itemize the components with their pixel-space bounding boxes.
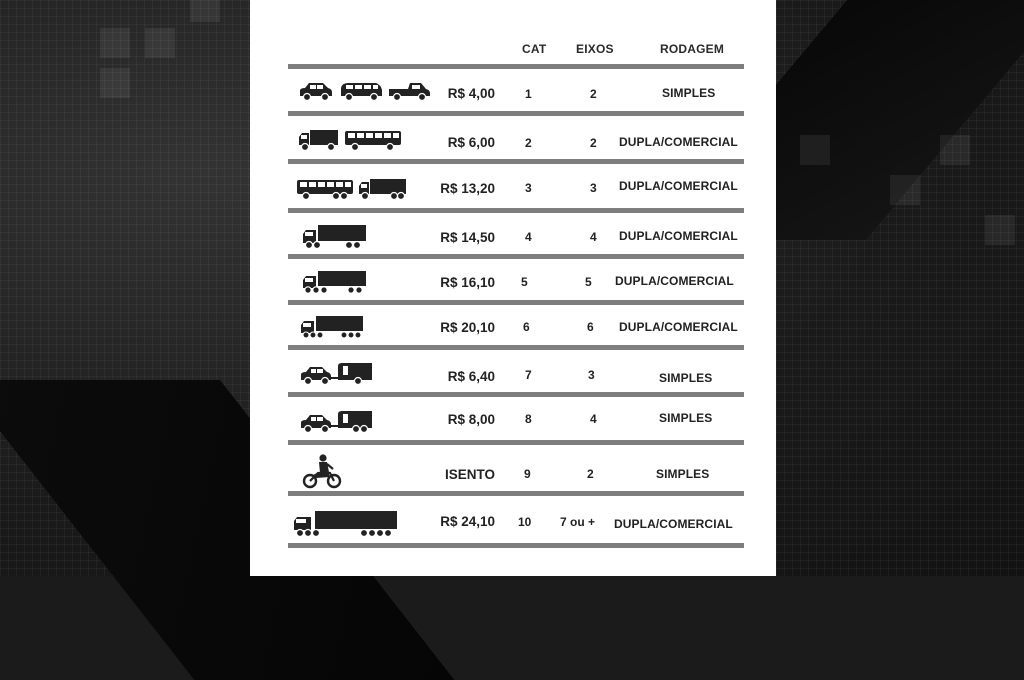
row-eixos: 2 bbox=[590, 87, 597, 101]
row-divider bbox=[288, 208, 744, 213]
vehicle-icons bbox=[300, 362, 376, 386]
row-eixos: 7 ou + bbox=[560, 515, 596, 529]
row-cat: 1 bbox=[525, 87, 532, 101]
row-price: R$ 8,00 bbox=[447, 412, 495, 427]
row-cat: 8 bbox=[525, 412, 532, 426]
row-cat: 2 bbox=[525, 136, 532, 150]
row-eixos: 4 bbox=[590, 230, 597, 244]
truck-4-axle-icon bbox=[303, 225, 366, 249]
vehicle-icons bbox=[300, 315, 366, 339]
row-eixos: 6 bbox=[587, 320, 594, 334]
row-rodagem: SIMPLES bbox=[656, 467, 710, 481]
row-price: R$ 16,10 bbox=[440, 275, 495, 290]
car-with-trailer-2-axle-icon bbox=[301, 411, 372, 433]
truck-icon bbox=[299, 130, 338, 151]
truck-icon bbox=[359, 179, 406, 200]
table-row bbox=[250, 260, 776, 304]
row-divider bbox=[288, 491, 744, 496]
row-rodagem: SIMPLES bbox=[659, 371, 713, 385]
row-cat: 6 bbox=[523, 320, 530, 334]
background-square bbox=[190, 0, 220, 22]
background-square bbox=[800, 135, 830, 165]
row-rodagem: DUPLA/COMERCIAL bbox=[619, 179, 738, 193]
van-icon bbox=[341, 83, 382, 101]
row-eixos: 3 bbox=[590, 181, 597, 195]
background-square bbox=[890, 175, 920, 205]
row-eixos: 5 bbox=[585, 275, 592, 289]
row-price: R$ 20,10 bbox=[440, 320, 495, 335]
row-rodagem: DUPLA/COMERCIAL bbox=[615, 274, 734, 288]
row-price: R$ 24,10 bbox=[440, 514, 495, 529]
header-cat: CAT bbox=[522, 42, 547, 56]
row-divider bbox=[288, 543, 744, 548]
row-cat: 4 bbox=[525, 230, 532, 244]
background-square bbox=[100, 68, 130, 98]
background-square bbox=[940, 135, 970, 165]
row-cat: 10 bbox=[518, 515, 532, 529]
header-eixos: EIXOS bbox=[576, 42, 614, 56]
background-square bbox=[100, 28, 130, 58]
row-cat: 3 bbox=[525, 181, 532, 195]
row-cat: 9 bbox=[524, 467, 531, 481]
header-rodagem: RODAGEM bbox=[660, 42, 725, 56]
row-divider bbox=[288, 345, 744, 350]
vehicle-icons bbox=[298, 80, 433, 104]
table-row bbox=[250, 352, 776, 396]
row-cat: 5 bbox=[521, 275, 528, 289]
row-price: R$ 4,00 bbox=[447, 86, 495, 101]
row-eixos: 4 bbox=[590, 412, 597, 426]
toll-table-sheet bbox=[250, 0, 776, 576]
bus-icon bbox=[345, 131, 401, 151]
vehicle-icons bbox=[302, 452, 342, 490]
row-divider bbox=[288, 440, 744, 445]
row-eixos: 2 bbox=[590, 136, 597, 150]
row-rodagem: SIMPLES bbox=[662, 86, 716, 100]
background-square bbox=[145, 28, 175, 58]
row-price: R$ 13,20 bbox=[440, 181, 495, 196]
background-square bbox=[985, 215, 1015, 245]
vehicle-icons bbox=[302, 270, 368, 294]
row-price: R$ 14,50 bbox=[440, 230, 495, 245]
vehicle-icons bbox=[298, 128, 408, 152]
car-icon bbox=[300, 83, 332, 101]
pickup-icon bbox=[389, 83, 430, 101]
table-row bbox=[250, 120, 776, 164]
row-divider bbox=[288, 254, 744, 259]
row-rodagem: DUPLA/COMERCIAL bbox=[619, 135, 738, 149]
motorcycle-icon bbox=[304, 454, 340, 487]
row-rodagem: DUPLA/COMERCIAL bbox=[619, 229, 738, 243]
row-divider bbox=[288, 111, 744, 116]
table-row bbox=[250, 165, 776, 209]
table-row bbox=[250, 398, 776, 442]
vehicle-icons bbox=[300, 410, 376, 434]
row-rodagem: DUPLA/COMERCIAL bbox=[619, 320, 738, 334]
truck-6-axle-icon bbox=[301, 316, 363, 338]
table-row bbox=[250, 305, 776, 349]
row-cat: 7 bbox=[525, 368, 532, 382]
row-price: R$ 6,40 bbox=[447, 369, 495, 384]
row-eixos: 2 bbox=[587, 467, 594, 481]
row-rodagem: DUPLA/COMERCIAL bbox=[614, 517, 733, 531]
header-divider bbox=[288, 64, 744, 69]
row-divider bbox=[288, 159, 744, 164]
bus-icon bbox=[297, 180, 353, 200]
table-row bbox=[250, 448, 776, 492]
table-row bbox=[250, 72, 776, 116]
car-with-trailer-icon bbox=[301, 363, 372, 385]
row-divider bbox=[288, 392, 744, 397]
row-eixos: 3 bbox=[588, 368, 595, 382]
table-row bbox=[250, 214, 776, 258]
vehicle-icons bbox=[293, 510, 399, 534]
row-price: R$ 6,00 bbox=[447, 135, 495, 150]
vehicle-icons bbox=[302, 224, 368, 248]
vehicle-icons bbox=[296, 177, 408, 201]
row-price: ISENTO bbox=[444, 467, 495, 482]
truck-7-axle-icon bbox=[294, 511, 397, 537]
row-rodagem: SIMPLES bbox=[659, 411, 713, 425]
truck-5-axle-icon bbox=[303, 271, 366, 293]
table-row bbox=[250, 498, 776, 542]
